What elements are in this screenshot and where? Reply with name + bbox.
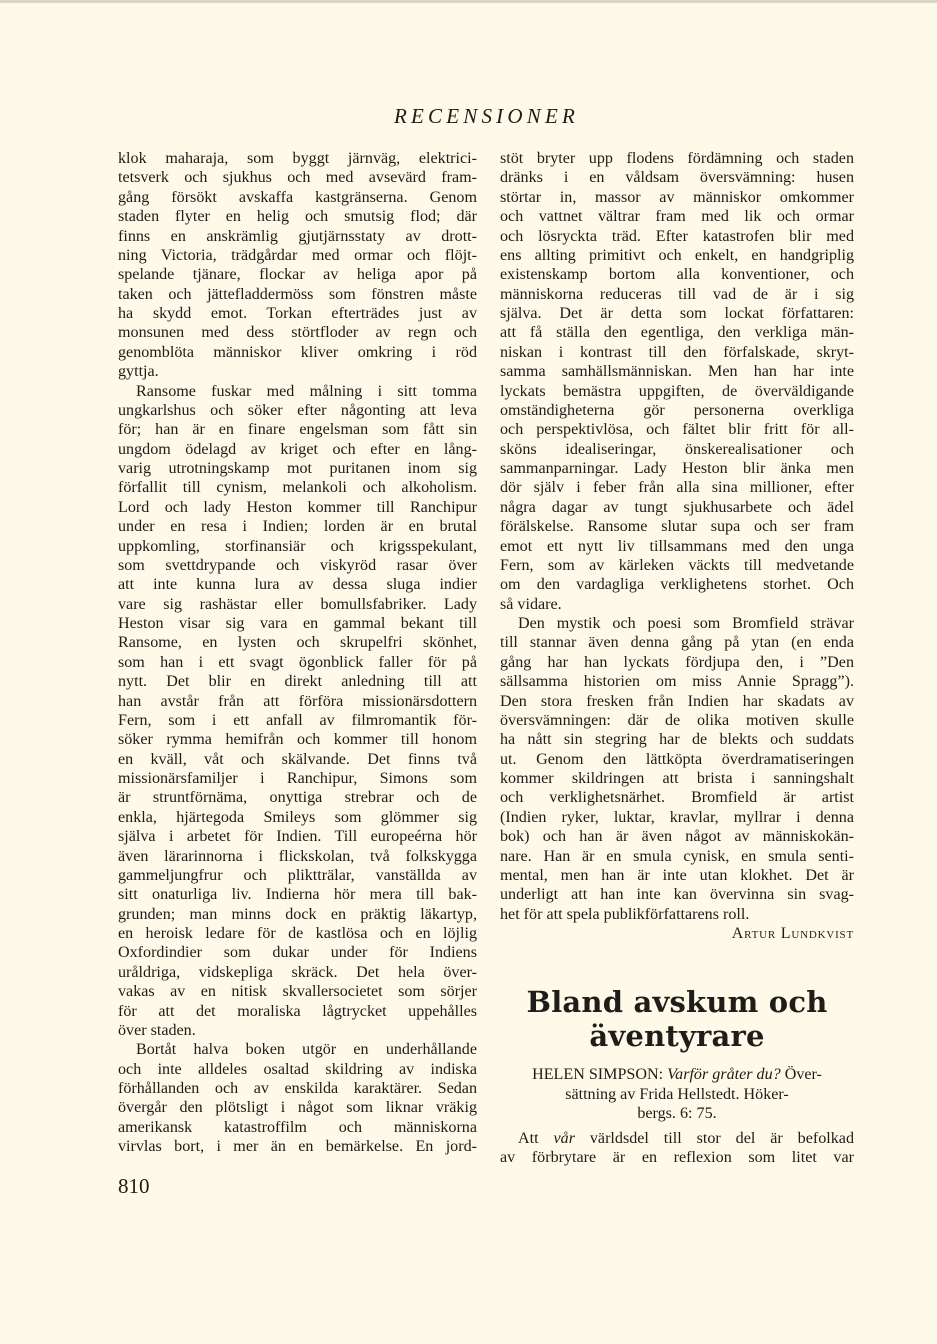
text-line: uråldriga, vidskepliga skräck. Det hela över- bbox=[118, 963, 477, 981]
text-line: bok) och han är även något av människokän- bbox=[500, 828, 854, 846]
text-line: själva i arbetet för Indien. Till europeérna hör bbox=[118, 828, 477, 846]
text-line: över staden. bbox=[118, 1021, 196, 1039]
text-line: ens allting primitivt och enkelt, en handgriplig bbox=[500, 246, 854, 264]
article-title-line-2: äventyrare bbox=[589, 1019, 765, 1054]
text-line: finns en anskrämlig gjutjärnsstaty av drott- bbox=[118, 227, 477, 245]
text-line: till stannar även denna gång på ytan (en enda bbox=[500, 634, 854, 652]
text-line: Lord och lady Heston kommer till Ranchipur bbox=[118, 498, 477, 516]
book-reference-line-3: bergs. 6: 75. bbox=[637, 1105, 717, 1123]
text-line: Bortåt halva boken utgör en underhållande bbox=[136, 1041, 477, 1059]
text-line: och lösryckta träd. Efter katastrofen blir med bbox=[500, 227, 854, 245]
text-line: söker rymma hemifrån och kommer till honom bbox=[118, 731, 477, 749]
article-body-line: av förbrytare är en reflexion som litet var bbox=[500, 1148, 854, 1166]
text-line: gammeljungfrur och pliktträlar, vanställda av bbox=[118, 866, 477, 884]
text-line: underligt att han inte kan övervinna sin svag- bbox=[500, 886, 854, 904]
text-line: omständigheterna gör personerna overkliga bbox=[500, 401, 854, 419]
text-line: Den stora fresken från Indien har skadats av bbox=[500, 692, 854, 710]
text-line: tetsverk och sjukhus och med avsevärd fram- bbox=[118, 169, 477, 187]
text-line: gyttja. bbox=[118, 363, 159, 381]
text-line: sällsamma historien om miss Annie Spragg”). bbox=[500, 673, 854, 691]
text-line: dör själv i feber från alla sina millioner, efter bbox=[500, 479, 854, 497]
emphasis: vår bbox=[553, 1129, 575, 1147]
text-line: Ransome fuskar med målning i sitt tomma bbox=[136, 382, 477, 400]
book-author: HELEN SIMPSON: bbox=[532, 1066, 664, 1084]
book-reference-continuation: Över- bbox=[784, 1066, 822, 1084]
review-signature: Artur Lundkvist bbox=[731, 925, 854, 942]
text-line: dränks i en våldsam översvämning: husen bbox=[500, 169, 854, 187]
running-head: RECENSIONER bbox=[393, 104, 580, 128]
text-line: förhållanden och av enskilda karaktärer. Sedan bbox=[118, 1080, 477, 1097]
text-line: ungdom ödelagd av kriget och efter en lång- bbox=[118, 440, 477, 458]
article-body-line: Att vår världsdel till stor del är befolkad bbox=[518, 1129, 854, 1147]
text-line: och inte alldeles osaltad skildring av indiska bbox=[118, 1060, 477, 1078]
text-line: nytt. Det blir en direkt anledning till att bbox=[118, 673, 477, 691]
text-line: som svettdrypande och viskyröd rasar över bbox=[118, 556, 477, 574]
text-line: Fern, som av kärleken väckts till medvetande bbox=[500, 556, 854, 574]
text-line: förälskelse. Ransome slutar supa och ser fram bbox=[500, 518, 854, 536]
text-line: är struntförnäma, onyttiga strebrar och de bbox=[118, 789, 477, 807]
text-line: och perspektivlösa, och fältet blir fritt för all- bbox=[500, 421, 854, 439]
text-line: monsunen med dess störtfloder av regn och bbox=[118, 324, 477, 342]
text-line: ut. Genom den lättköpta överdramatiseringen bbox=[500, 750, 854, 768]
text-line: så vidare. bbox=[500, 595, 562, 613]
review-body-continued bbox=[500, 149, 854, 924]
text-line: en heroisk ledare för de kastlösa och en löjlig bbox=[118, 925, 477, 942]
text-line: varig utrotningskamp mot puritanen inom sig bbox=[118, 460, 477, 477]
book-reference-line-1 bbox=[500, 1065, 854, 1084]
page-top-edge bbox=[0, 0, 937, 3]
text-line: att inte kunna lura av dessa sluga indier bbox=[118, 576, 477, 594]
text-line: som han i ett svagt ögonblick faller för på bbox=[118, 653, 477, 671]
text-line: Ransome, en lysten och skrupelfri skönhet, bbox=[118, 634, 477, 652]
text-line: taken och jättefladdermöss som fönstren måste bbox=[118, 285, 477, 303]
text-line: vakas av en nitisk skvallersocietet som sörjer bbox=[118, 983, 477, 1001]
text-line: för att det moraliska lågtrycket uppehålles bbox=[118, 1002, 477, 1020]
text-line: övergår den plötsligt i något som liknar vräkig bbox=[118, 1099, 477, 1117]
text-line: niskan i kontrast till den förfalskade, skryt- bbox=[500, 343, 854, 361]
text-line: själva. Det är detta som lockat författaren: bbox=[500, 305, 854, 322]
text-line: genomblöta människor kliver omkring i röd bbox=[118, 343, 477, 361]
text-line: virvlas bort, i mer än en bemärkelse. En jord- bbox=[118, 1138, 477, 1156]
text-line: amerikansk katastroffilm och människorna bbox=[118, 1118, 477, 1136]
text-line: störtar in, massor av människor omkommer bbox=[500, 188, 854, 206]
text-line: sammanparningar. Lady Heston blir änka men bbox=[500, 460, 854, 477]
text-line: enkla, hjärtegoda Smileys som glömmer sig bbox=[118, 808, 477, 826]
text-line: att få ställa den egentliga, den verkliga män- bbox=[500, 324, 854, 342]
left-column bbox=[118, 149, 477, 1157]
right-column bbox=[500, 149, 854, 1167]
text-line: om den vardagliga verklighetens storhet. Och bbox=[500, 576, 854, 594]
text-line: Den mystik och poesi som Bromfield strävar bbox=[518, 615, 854, 632]
text-line: för; han är en finare engelsman som fått sin bbox=[118, 421, 477, 439]
text-line: gång har han lyckats fördjupa den, i ”Den bbox=[500, 653, 854, 671]
text-line: några dagar av tungt sjukhusarbete och ädel bbox=[500, 498, 854, 516]
text-line: ha nått sin stegring har de blekts och suddats bbox=[500, 731, 854, 749]
text-line: ha skydd emot. Torkan efterträdes just av bbox=[118, 305, 477, 322]
text-line: lyckats bemästra uppgiften, de överväldigande bbox=[500, 382, 854, 400]
text-line: och verklighetsnärhet. Bromfield är artist bbox=[500, 789, 854, 807]
text-line: även lärarinnorna i flickskolan, två folkskygga bbox=[118, 847, 477, 865]
text-line: människorna reduceras till vad de är i sig bbox=[500, 285, 854, 303]
text-line: mental, men han är inte utan klokhet. Det är bbox=[500, 866, 854, 884]
text-line: sitt onaturliga liv. Indierna hör mera till bak- bbox=[118, 886, 477, 904]
article-title-line-1: Bland avskum och bbox=[526, 985, 828, 1020]
text-line: översvämningen: där de olika motiven skulle bbox=[500, 711, 854, 729]
text-line: grunden; man minns dock en präktig läkartyp, bbox=[118, 905, 477, 923]
page-number: 810 bbox=[118, 1174, 150, 1198]
text-line: klok maharaja, som byggt järnväg, elektrici- bbox=[118, 150, 477, 167]
text-line: en kväll, våt och skälvande. Det finns två bbox=[118, 750, 477, 768]
text-line: vare sig rashästar eller bomullsfabriker. Lady bbox=[118, 595, 477, 613]
text-line: Oxfordindier som dukar under för Indiens bbox=[118, 944, 477, 962]
text-line: spelande tjänare, flockar av heliga apor på bbox=[118, 266, 477, 284]
text-line: stöt bryter upp flodens fördämning och staden bbox=[500, 150, 854, 167]
book-title: Varför gråter du? bbox=[667, 1066, 781, 1084]
text-line: han avstår från att förföra missionärsdottern bbox=[118, 692, 477, 710]
text-line: emot ett nytt liv tillsammans med den unga bbox=[500, 537, 854, 555]
book-reference-line-2: sättning av Frida Hellstedt. Höker- bbox=[565, 1085, 789, 1103]
text-line: nare. Han är en smula cynisk, en smula senti- bbox=[500, 847, 854, 865]
text-line: sköns idealiseringar, önskerealisationer och bbox=[500, 440, 854, 458]
text-line: staden flyter en helig och smutsig flod; där bbox=[118, 208, 477, 226]
text-line: gång försökt avskaffa kastgränserna. Genom bbox=[118, 188, 477, 206]
text-line: och vattnet vältrar fram med lik och ormar bbox=[500, 208, 854, 226]
article-title bbox=[500, 985, 854, 1053]
text-line: het för att spela publikförfattarens roll. bbox=[500, 905, 750, 923]
text-line: kommer skildringen att brista i sanningshalt bbox=[500, 770, 854, 787]
book-reference bbox=[500, 1065, 854, 1123]
article-body bbox=[500, 1129, 854, 1168]
text-line: under en resa i Indien; lorden är en brutal bbox=[118, 518, 477, 536]
text-line: missionärsfamiljer i Ranchipur, Simons som bbox=[118, 770, 477, 787]
text-line: existenskamp bortom alla konventioner, och bbox=[500, 266, 854, 284]
text-line: Heston visar sig vara en gammal bekant till bbox=[118, 615, 477, 632]
text-line: (Indien ryker, luktar, kravlar, myllrar i denna bbox=[500, 808, 854, 826]
text-line: uppkomling, storfinansiär och krigsspekulant, bbox=[118, 537, 477, 555]
text-line: ungkarlshus och söker efter någonting att leva bbox=[118, 401, 477, 419]
text-line: ning Victoria, trädgårdar med ormar och flöjt- bbox=[118, 246, 477, 264]
text-line: samma samhällsmänniskan. Men han har inte bbox=[500, 363, 854, 381]
text-line: Fern, som i ett anfall av filmromantik för- bbox=[118, 711, 477, 729]
text-line: förfallit till cynism, melankoli och alkoholism. bbox=[118, 479, 477, 497]
